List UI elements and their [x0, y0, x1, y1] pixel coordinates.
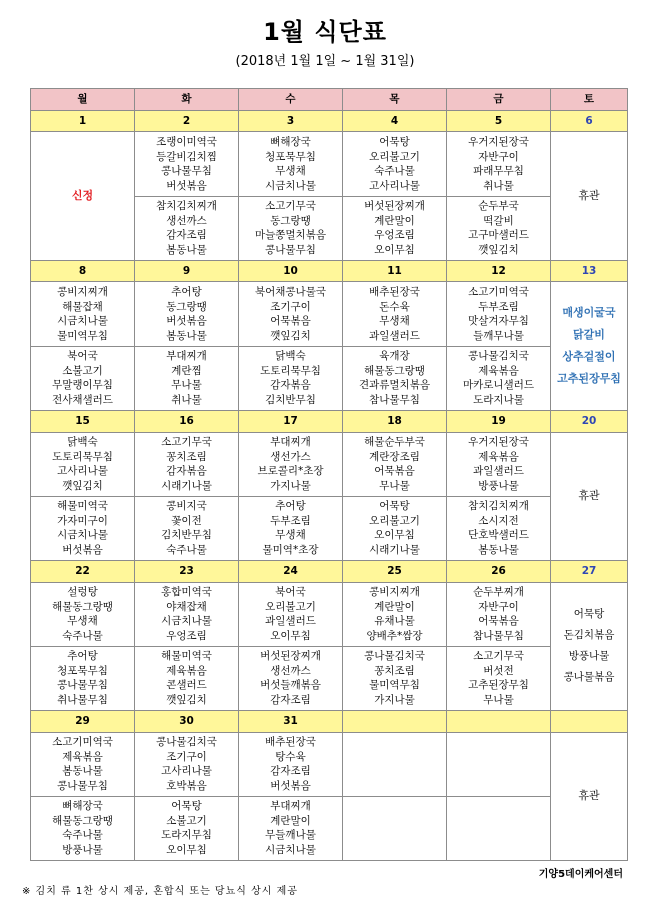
menu-item: 단호박샐러드 — [468, 529, 529, 542]
menu-item: 봄동나물 — [478, 543, 519, 556]
menu-item: 해물미역국 — [161, 650, 212, 663]
lunch-cell-thu — [343, 432, 447, 496]
dinner-cell-thu — [343, 496, 447, 560]
menu-item: 고구마샐러드 — [468, 229, 529, 242]
dinner-cell-mon — [31, 346, 135, 410]
menu-item: 오이무침 — [374, 243, 415, 256]
lunch-cell-fri — [447, 732, 551, 796]
menu-item: 고사리나물 — [161, 765, 212, 778]
menu-item: 순두부국 — [478, 200, 519, 213]
closed-label: 휴관 — [578, 188, 600, 202]
menu-item: 버섯된장찌개 — [364, 200, 425, 213]
menu-item: 버섯볶음 — [166, 315, 207, 328]
saturday-menu-item: 어묵탕 — [573, 608, 605, 621]
menu-item: 닭백숙 — [67, 436, 98, 449]
lunch-cell-thu — [343, 282, 447, 346]
dinner-cell-fri — [447, 496, 551, 560]
menu-item: 방풍나물 — [62, 843, 103, 856]
menu-item: 제육볶음 — [62, 750, 103, 763]
dinner-cell-mon — [31, 646, 135, 710]
menu-item: 봄동나물 — [166, 243, 207, 256]
menu-item: 해물잡채 — [62, 300, 103, 313]
menu-item: 소불고기 — [62, 364, 103, 377]
dinner-cell-tue — [135, 646, 239, 710]
dinner-cell-tue — [135, 496, 239, 560]
menu-item: 고사리나물 — [369, 179, 420, 192]
menu-item: 홍합미역국 — [161, 586, 212, 599]
saturday-cell — [551, 582, 628, 710]
menu-item: 콩비지국 — [166, 500, 207, 513]
menu-item: 감자조림 — [270, 693, 311, 706]
menu-item: 계란찜 — [171, 364, 202, 377]
menu-item: 해물동그랑땡 — [52, 600, 113, 613]
menu-item: 시금치나물 — [161, 615, 212, 628]
menu-item: 생선가스 — [270, 450, 311, 463]
menu-item: 감자볶음 — [166, 465, 207, 478]
page-title: 1월 식단표 — [263, 18, 387, 46]
menu-item: 참치김치찌개 — [468, 500, 529, 513]
menu-item: 해물순두부국 — [364, 436, 425, 449]
menu-item: 떡갈비 — [483, 214, 514, 227]
saturday-menu-item: 닭갈비 — [573, 328, 605, 342]
menu-item: 버섯볶음 — [62, 543, 103, 556]
menu-item: 무나물 — [483, 693, 514, 706]
menu-item: 닭백숙 — [275, 350, 306, 363]
lunch-row — [31, 732, 628, 796]
date-range: (2018년 1월 1일 ~ 1월 31일) — [235, 54, 415, 69]
lunch-cell-wed — [239, 132, 343, 196]
dinner-row — [31, 346, 628, 410]
menu-item: 소시지전 — [478, 514, 519, 527]
menu-item: 꽁치조림 — [166, 450, 207, 463]
menu-item: 오리불고기 — [265, 600, 316, 613]
lunch-cell-mon — [31, 582, 135, 646]
lunch-cell-mon — [31, 432, 135, 496]
dinner-cell-wed — [239, 496, 343, 560]
menu-item: 어묵볶음 — [270, 315, 311, 328]
dinner-cell-thu — [343, 796, 447, 860]
menu-item: 무생채 — [275, 165, 306, 178]
footnote: ※ 김치 류 1찬 상시 제공, 혼합식 또는 당뇨식 상시 제공 — [22, 886, 298, 897]
menu-item: 꽃이전 — [171, 514, 202, 527]
dinner-cell-tue — [135, 196, 239, 260]
menu-item: 생선까스 — [270, 664, 311, 677]
date-row — [31, 560, 628, 582]
menu-item: 계란말이 — [270, 814, 311, 827]
menu-item: 북어채콩나물국 — [254, 286, 326, 299]
dinner-cell-mon — [31, 496, 135, 560]
lunch-cell-tue — [135, 732, 239, 796]
menu-item: 버섯볶음 — [166, 179, 207, 192]
menu-item: 순두부찌개 — [473, 586, 524, 599]
menu-item: 조기구이 — [270, 300, 311, 313]
date-cell-thu — [343, 710, 447, 732]
closed-label: 휴관 — [578, 789, 600, 803]
date-row — [31, 710, 628, 732]
menu-item: 북어국 — [67, 350, 98, 363]
lunch-cell-thu — [343, 132, 447, 196]
menu-item: 두부조림 — [478, 300, 519, 313]
menu-item: 청포묵무침 — [265, 150, 316, 163]
saturday-menu-item: 고추된장무침 — [557, 372, 621, 386]
menu-item: 방풍나물 — [478, 479, 519, 492]
menu-item: 전사채샐러드 — [52, 393, 113, 406]
date-cell-tue: 23 — [135, 560, 239, 582]
date-cell-mon: 22 — [31, 560, 135, 582]
dinner-cell-wed — [239, 796, 343, 860]
menu-item: 파래무무침 — [473, 165, 524, 178]
menu-item: 도라지무침 — [161, 829, 212, 842]
menu-item: 우엉조림 — [374, 229, 415, 242]
menu-item: 오리불고기 — [369, 150, 420, 163]
menu-item: 고추된장무침 — [468, 679, 529, 692]
date-cell-sat: 27 — [551, 560, 628, 582]
holiday-cell — [31, 132, 135, 260]
lunch-cell-wed — [239, 582, 343, 646]
menu-item: 콩나물김치국 — [364, 650, 425, 663]
menu-item: 가지나물 — [270, 479, 311, 492]
menu-item: 버섯된장찌개 — [260, 650, 321, 663]
menu-item: 과일샐러드 — [473, 465, 524, 478]
weekday-fri: 금 — [447, 89, 551, 111]
menu-table — [30, 88, 628, 861]
dinner-cell-thu — [343, 196, 447, 260]
date-cell-sat: 20 — [551, 410, 628, 432]
menu-item: 버섯볶음 — [270, 779, 311, 792]
date-row — [31, 110, 628, 132]
menu-item: 숙주나물 — [62, 629, 103, 642]
menu-item: 취나물 — [171, 393, 202, 406]
menu-item: 봄동나물 — [62, 765, 103, 778]
menu-item: 콩나물김치국 — [156, 736, 217, 749]
menu-item: 부대찌개 — [270, 436, 311, 449]
date-cell-fri: 26 — [447, 560, 551, 582]
menu-item: 물미역*초장 — [262, 543, 319, 556]
menu-item: 감자조림 — [166, 229, 207, 242]
menu-item: 어묵탕 — [379, 500, 410, 513]
dinner-cell-tue — [135, 796, 239, 860]
saturday-cell — [551, 132, 628, 260]
menu-item: 조기구이 — [166, 750, 207, 763]
menu-item: 과일샐러드 — [369, 329, 420, 342]
menu-item: 제육볶음 — [478, 450, 519, 463]
menu-item: 추어탕 — [67, 650, 98, 663]
closed-label: 휴관 — [578, 488, 600, 502]
date-cell-wed: 3 — [239, 110, 343, 132]
lunch-cell-wed — [239, 282, 343, 346]
menu-item: 참치김치찌개 — [156, 200, 217, 213]
menu-item: 무말랭이무침 — [52, 379, 113, 392]
menu-item: 도토리묵무침 — [52, 450, 113, 463]
date-row — [31, 410, 628, 432]
saturday-menu-item: 콩나물볶음 — [563, 671, 615, 684]
menu-item: 우거지된장국 — [468, 136, 529, 149]
menu-item: 해물미역국 — [57, 500, 108, 513]
menu-item: 시래기나물 — [161, 479, 212, 492]
menu-item: 오이무침 — [374, 529, 415, 542]
menu-item: 설렁탕 — [67, 586, 98, 599]
dinner-cell-tue — [135, 346, 239, 410]
dinner-cell-fri — [447, 796, 551, 860]
lunch-cell-thu — [343, 582, 447, 646]
menu-item: 꽁치조림 — [374, 664, 415, 677]
saturday-menu-item: 방풍나물 — [568, 650, 610, 663]
menu-item: 콩나물무침 — [57, 679, 108, 692]
menu-item: 물미역무침 — [369, 679, 420, 692]
weekday-thu: 목 — [343, 89, 447, 111]
menu-item: 해물동그랑땡 — [364, 364, 425, 377]
date-cell-fri: 12 — [447, 260, 551, 282]
date-cell-fri: 5 — [447, 110, 551, 132]
menu-item: 가자미구이 — [57, 514, 108, 527]
date-cell-mon: 8 — [31, 260, 135, 282]
menu-item: 부대찌개 — [166, 350, 207, 363]
menu-item: 콩나물무침 — [265, 243, 316, 256]
date-cell-mon: 29 — [31, 710, 135, 732]
dinner-cell-wed — [239, 196, 343, 260]
menu-item: 참나물무침 — [473, 629, 524, 642]
date-cell-wed: 31 — [239, 710, 343, 732]
menu-item: 생선까스 — [166, 214, 207, 227]
date-cell-thu: 25 — [343, 560, 447, 582]
date-cell-tue: 16 — [135, 410, 239, 432]
menu-item: 시금치나물 — [57, 315, 108, 328]
menu-item: 깻잎김치 — [270, 329, 311, 342]
menu-item: 소고기무국 — [161, 436, 212, 449]
date-cell-tue: 2 — [135, 110, 239, 132]
menu-item: 마카로니샐러드 — [462, 379, 534, 392]
lunch-cell-tue — [135, 582, 239, 646]
menu-item: 도토리묵무침 — [260, 364, 321, 377]
menu-item: 콩비지찌개 — [57, 286, 108, 299]
dinner-cell-fri — [447, 646, 551, 710]
menu-item: 소고기미역국 — [468, 286, 529, 299]
menu-item: 우엉조림 — [166, 629, 207, 642]
menu-item: 뼈해장국 — [62, 800, 103, 813]
saturday-cell — [551, 282, 628, 410]
menu-item: 북어국 — [275, 586, 306, 599]
date-cell-sat: 6 — [551, 110, 628, 132]
saturday-cell — [551, 732, 628, 860]
date-cell-tue: 9 — [135, 260, 239, 282]
menu-item: 참나물무침 — [369, 393, 420, 406]
lunch-row — [31, 132, 628, 196]
date-cell-wed: 10 — [239, 260, 343, 282]
date-cell-sat — [551, 710, 628, 732]
menu-item: 우거지된장국 — [468, 436, 529, 449]
dinner-cell-thu — [343, 646, 447, 710]
dinner-row — [31, 796, 628, 860]
menu-item: 감자조림 — [270, 765, 311, 778]
menu-item: 추어탕 — [275, 500, 306, 513]
saturday-menu-item: 상추겉절이 — [562, 350, 616, 364]
menu-item: 탕수육 — [275, 750, 306, 763]
saturday-menu-item: 매생이굴국 — [562, 306, 616, 320]
lunch-cell-tue — [135, 282, 239, 346]
menu-item: 양배추*쌈장 — [366, 629, 423, 642]
menu-item: 콩나물무침 — [161, 165, 212, 178]
menu-item: 콩나물김치국 — [468, 350, 529, 363]
menu-item: 오리불고기 — [369, 514, 420, 527]
menu-item: 배추된장국 — [265, 736, 316, 749]
menu-item: 호박볶음 — [166, 779, 207, 792]
menu-item: 감자볶음 — [270, 379, 311, 392]
menu-item: 유채나물 — [374, 615, 415, 628]
menu-item: 도라지나물 — [473, 393, 524, 406]
weekday-header-row — [31, 89, 628, 111]
menu-item: 숙주나물 — [62, 829, 103, 842]
menu-item: 동그랑땡 — [166, 300, 207, 313]
menu-item: 뼈해장국 — [270, 136, 311, 149]
menu-item: 취나물무침 — [57, 693, 108, 706]
menu-item: 해물동그랑땡 — [52, 814, 113, 827]
menu-item: 추어탕 — [171, 286, 202, 299]
menu-item: 소고기무국 — [473, 650, 524, 663]
menu-item: 배추된장국 — [369, 286, 420, 299]
menu-item: 오이무침 — [166, 843, 207, 856]
lunch-cell-mon — [31, 732, 135, 796]
menu-item: 무생채 — [275, 529, 306, 542]
menu-item: 시래기나물 — [369, 543, 420, 556]
lunch-cell-tue — [135, 432, 239, 496]
menu-item: 소고기미역국 — [52, 736, 113, 749]
menu-item: 김치반무침 — [161, 529, 212, 542]
menu-item: 등갈비김치찜 — [156, 150, 217, 163]
dinner-cell-fri — [447, 346, 551, 410]
menu-item: 물미역무침 — [57, 329, 108, 342]
menu-item: 버섯전 — [483, 664, 514, 677]
menu-item: 콘샐러드 — [166, 679, 207, 692]
date-row — [31, 260, 628, 282]
menu-item: 자반구이 — [478, 600, 519, 613]
lunch-cell-fri — [447, 282, 551, 346]
menu-item: 견과류멸치볶음 — [358, 379, 430, 392]
date-cell-sat: 13 — [551, 260, 628, 282]
lunch-cell-fri — [447, 432, 551, 496]
lunch-row — [31, 282, 628, 346]
date-cell-mon: 15 — [31, 410, 135, 432]
menu-item: 과일샐러드 — [265, 615, 316, 628]
date-cell-thu: 11 — [343, 260, 447, 282]
menu-item: 시금치나물 — [265, 179, 316, 192]
menu-item: 숙주나물 — [374, 165, 415, 178]
lunch-cell-fri — [447, 582, 551, 646]
menu-item: 깻잎김치 — [478, 243, 519, 256]
lunch-cell-wed — [239, 432, 343, 496]
menu-item: 어묵탕 — [379, 136, 410, 149]
menu-item: 숙주나물 — [166, 543, 207, 556]
menu-item: 봄동나물 — [166, 329, 207, 342]
menu-item: 동그랑땡 — [270, 214, 311, 227]
menu-item: 무생채 — [379, 315, 410, 328]
menu-item: 취나물 — [483, 179, 514, 192]
menu-item: 마늘쫑멸치볶음 — [254, 229, 326, 242]
menu-item: 소고기무국 — [265, 200, 316, 213]
menu-item: 들깨무나물 — [473, 329, 524, 342]
weekday-tue: 화 — [135, 89, 239, 111]
menu-item: 시금치나물 — [57, 529, 108, 542]
date-cell-fri: 19 — [447, 410, 551, 432]
menu-item: 돈수육 — [379, 300, 410, 313]
lunch-row — [31, 432, 628, 496]
dinner-cell-fri — [447, 196, 551, 260]
menu-item: 콩나물무침 — [57, 779, 108, 792]
menu-item: 김치반무침 — [265, 393, 316, 406]
menu-item: 육개장 — [379, 350, 410, 363]
menu-item: 제육볶음 — [478, 364, 519, 377]
dinner-cell-mon — [31, 796, 135, 860]
menu-item: 무생채 — [67, 615, 98, 628]
menu-item: 청포묵무침 — [57, 664, 108, 677]
menu-item: 소불고기 — [166, 814, 207, 827]
date-cell-mon: 1 — [31, 110, 135, 132]
weekday-mon: 월 — [31, 89, 135, 111]
menu-item: 버섯들깨볶음 — [260, 679, 321, 692]
menu-item: 어묵볶음 — [374, 465, 415, 478]
menu-item: 오이무침 — [270, 629, 311, 642]
lunch-cell-fri — [447, 132, 551, 196]
menu-item: 어묵볶음 — [478, 615, 519, 628]
menu-item: 제육볶음 — [166, 664, 207, 677]
date-cell-thu: 18 — [343, 410, 447, 432]
menu-item: 맛살겨자무침 — [468, 315, 529, 328]
date-cell-thu: 4 — [343, 110, 447, 132]
menu-item: 시금치나물 — [265, 843, 316, 856]
center-name: 기양5데이케어센터 — [538, 869, 623, 880]
menu-item: 무나물 — [379, 479, 410, 492]
lunch-row — [31, 582, 628, 646]
menu-item: 계란말이 — [374, 600, 415, 613]
menu-item: 브로콜리*초장 — [257, 465, 324, 478]
saturday-cell — [551, 432, 628, 560]
menu-item: 어묵탕 — [171, 800, 202, 813]
date-cell-tue: 30 — [135, 710, 239, 732]
weekday-sat: 토 — [551, 89, 628, 111]
menu-item: 두부조림 — [270, 514, 311, 527]
weekday-wed: 수 — [239, 89, 343, 111]
menu-item: 계란장조림 — [369, 450, 420, 463]
menu-item: 야채잡채 — [166, 600, 207, 613]
dinner-row — [31, 646, 628, 710]
menu-item: 깻잎김치 — [62, 479, 103, 492]
dinner-row — [31, 496, 628, 560]
menu-item: 콩비지찌개 — [369, 586, 420, 599]
dinner-cell-wed — [239, 646, 343, 710]
lunch-cell-thu — [343, 732, 447, 796]
dinner-cell-thu — [343, 346, 447, 410]
holiday-label: 신정 — [71, 188, 94, 202]
menu-item: 자반구이 — [478, 150, 519, 163]
menu-item: 계란말이 — [374, 214, 415, 227]
lunch-cell-wed — [239, 732, 343, 796]
lunch-cell-tue — [135, 132, 239, 196]
menu-item: 부대찌개 — [270, 800, 311, 813]
lunch-cell-mon — [31, 282, 135, 346]
date-cell-wed: 24 — [239, 560, 343, 582]
menu-item: 무들깨나물 — [265, 829, 316, 842]
menu-item: 조랭이미역국 — [156, 136, 217, 149]
menu-item: 가지나물 — [374, 693, 415, 706]
menu-item: 고사리나물 — [57, 465, 108, 478]
date-cell-fri — [447, 710, 551, 732]
saturday-menu-item: 돈김치볶음 — [563, 629, 615, 642]
menu-item: 무나물 — [171, 379, 202, 392]
date-cell-wed: 17 — [239, 410, 343, 432]
dinner-cell-wed — [239, 346, 343, 410]
menu-item: 깻잎김치 — [166, 693, 207, 706]
